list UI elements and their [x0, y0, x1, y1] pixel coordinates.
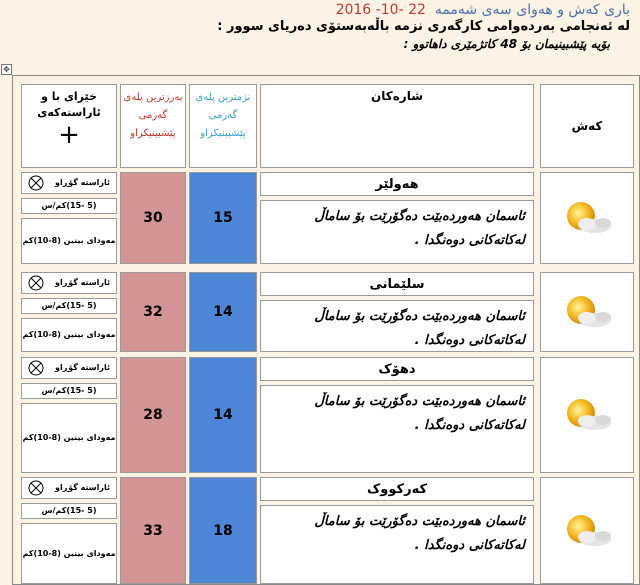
weather-icon-cell: [540, 357, 634, 473]
city-forecast-text: ئاسمان هەوردەبێت دەگۆرێت بۆ ساماڵ لەکاتەکانی دوەنگدا .: [260, 200, 534, 264]
sun-cloud-icon: [559, 292, 615, 332]
min-temp-value: 15: [189, 172, 257, 264]
variable-direction-icon: [28, 480, 44, 496]
wind-direction-label: ئاراستە گۆڕاو: [55, 363, 110, 372]
min-temp-value: 18: [189, 477, 257, 584]
col-wind-header: [21, 84, 117, 168]
visibility: مەودای بینین (8-10)کم: [21, 523, 117, 584]
city-forecast-text: ئاسمان هەوردەبێت دەگۆرێت بۆ ساماڵ لەکاتەکانی دوەنگدا .: [260, 505, 534, 584]
col-min-header: نزمترین پلەی گەرمی پێشبینیکراو: [189, 84, 257, 168]
wind-direction-label: ئاراستە گۆڕاو: [55, 483, 110, 492]
header-line-1: [336, 2, 630, 18]
wind-speed: (5 -15)کم/س: [21, 383, 117, 399]
wind-direction: [21, 477, 117, 499]
col-cities-header: شارەکان: [260, 84, 534, 168]
min-temp-value: 14: [189, 272, 257, 352]
col-wind-label: خێرای با و ئاراستەکەی: [37, 90, 101, 119]
city-name: سلێمانی: [260, 272, 534, 296]
weather-icon-cell: [540, 172, 634, 264]
wind-direction: [21, 272, 117, 294]
col-weather-header: کەش: [540, 84, 634, 168]
city-forecast-text: ئاسمان هەوردەبێت دەگۆرێت بۆ ساماڵ لەکاتەکانی دوەنگدا .: [260, 300, 534, 352]
variable-direction-icon: [28, 360, 44, 376]
city-name: دهۆک: [260, 357, 534, 381]
col-max-header: بەرزترین پلەی گەرمی پێشبینیکراو: [120, 84, 186, 168]
min-temp-value: 14: [189, 357, 257, 473]
table-anchor-icon[interactable]: ✥: [1, 64, 12, 75]
max-temp-value: 33: [120, 477, 186, 584]
header-date: 22 -10- 2016: [335, 2, 426, 18]
wind-direction: [21, 172, 117, 194]
wind-speed: (5 -15)کم/س: [21, 503, 117, 519]
city-forecast-text: ئاسمان هەوردەبێت دەگۆرێت بۆ ساماڵ لەکاتەکانی دوەنگدا .: [260, 385, 534, 473]
weather-icon-cell: [540, 477, 634, 584]
wind-speed: (5 -15)کم/س: [21, 198, 117, 214]
wind-direction: [21, 357, 117, 379]
header-title: باری کەش و هەوای سەی شەممە: [434, 2, 630, 18]
max-temp-value: 28: [120, 357, 186, 473]
variable-direction-icon: [28, 175, 44, 191]
sun-cloud-icon: [559, 395, 615, 435]
city-name: کەرکووک: [260, 477, 534, 501]
visibility: مەودای بینین (8-10)کم: [21, 403, 117, 473]
variable-direction-icon: [28, 275, 44, 291]
visibility: مەودای بینین (8-10)کم: [21, 318, 117, 352]
forecast-table: [12, 75, 640, 585]
max-temp-value: 32: [120, 272, 186, 352]
header-line-3: بۆیە پێشبینیمان بۆ 48 کاتژمێری داهاتوو :: [403, 37, 610, 51]
city-name: هەولێر: [260, 172, 534, 196]
sun-cloud-icon: [559, 511, 615, 551]
wind-direction-label: ئاراستە گۆڕاو: [55, 278, 110, 287]
visibility: مەودای بینین (8-10)کم: [21, 218, 117, 264]
max-temp-value: 30: [120, 172, 186, 264]
sun-cloud-icon: [559, 198, 615, 238]
header-line-2: لە ئەنجامی بەردەوامی کارگەری نزمە باڵەبەستۆی دەریای سوور :: [217, 19, 630, 34]
weather-icon-cell: [540, 272, 634, 352]
wind-speed: (5 -15)کم/س: [21, 298, 117, 314]
plus-icon: +: [58, 120, 80, 150]
wind-direction-label: ئاراستە گۆڕاو: [55, 178, 110, 187]
